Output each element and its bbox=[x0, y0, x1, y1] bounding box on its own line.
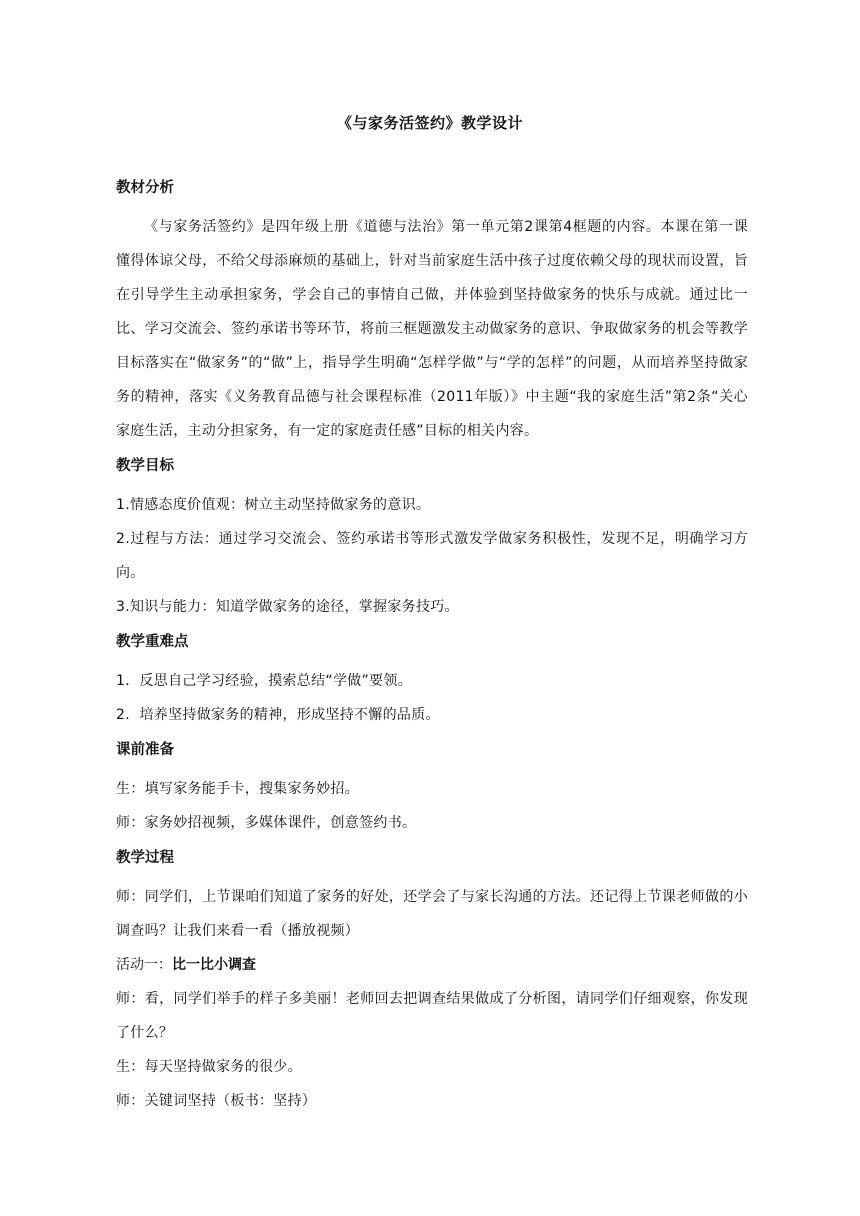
document-title: 《与家务活签约》教学设计 bbox=[336, 114, 523, 132]
prep-item: 生：填写家务能手卡，搜集家务妙招。 bbox=[116, 781, 360, 797]
keypoint-item: 1．反思自己学习经验，摸索总结“学做”要领。 bbox=[116, 673, 413, 689]
activity-heading bbox=[116, 948, 748, 982]
activity-title: 比一比小调查 bbox=[172, 957, 256, 973]
section-heading-analysis: 教材分析 bbox=[116, 180, 174, 196]
section-heading-process: 教学过程 bbox=[116, 850, 174, 866]
process-intro: 师：同学们，上节课咱们知道了家务的好处，还学会了与家长沟通的方法。还记得上节课老师做的小调查吗？让我们来看一看（播放视频） bbox=[116, 889, 748, 939]
analysis-paragraph: 《与家务活签约》是四年级上册《道德与法治》第一单元第2课第4框题的内容。本课在第一课懂得体谅父母，不给父母添麻烦的基础上，针对当前家庭生活中孩子过度依赖父母的现状而设置，旨在引导学生主动承担家务，学会自己的事情自己做，并体验到坚持做家务的快乐与成就。通过比一比、学习交流会、签约承诺书等环节，将前三框题激发主动做家务的意识、争取做家务的机会等教学目标落实在“做家务”的“做”上，指导学生明确“怎样学做”与“学的怎样”的问题，从而培养坚持做家务的精神，落实《义务教育品德与社会课程标准（2011年版）》中主题“我的家庭生活”第2条“关心家庭生活，主动分担家务，有一定的家庭责任感”目标的相关内容。 bbox=[116, 219, 748, 439]
process-line: 生：每天坚持做家务的很少。 bbox=[116, 1059, 302, 1075]
goal-item: 3.知识与能力：知道学做家务的途径，掌握家务技巧。 bbox=[116, 599, 459, 615]
section-heading-prep: 课前准备 bbox=[116, 742, 174, 758]
keypoint-item: 2．培养坚持做家务的精神，形成坚持不懈的品质。 bbox=[116, 707, 440, 723]
section-heading-goals: 教学目标 bbox=[116, 458, 174, 474]
process-line: 师：关键词坚持（板书：坚持） bbox=[116, 1093, 317, 1109]
activity-label: 活动一： bbox=[116, 957, 172, 973]
section-heading-keypoints: 教学重难点 bbox=[116, 634, 189, 650]
prep-item: 师：家务妙招视频，多媒体课件，创意签约书。 bbox=[116, 815, 417, 831]
goal-item: 2.过程与方法：通过学习交流会、签约承诺书等形式激发学做家务积极性，发现不足，明确学习方向。 bbox=[116, 531, 748, 581]
document-body bbox=[116, 176, 748, 1118]
process-line: 师：看，同学们举手的样子多美丽！老师回去把调查结果做成了分析图，请同学们仔细观察，你发现了什么？ bbox=[116, 991, 748, 1041]
goal-item: 1.情感态度价值观：树立主动坚持做家务的意识。 bbox=[116, 497, 431, 513]
